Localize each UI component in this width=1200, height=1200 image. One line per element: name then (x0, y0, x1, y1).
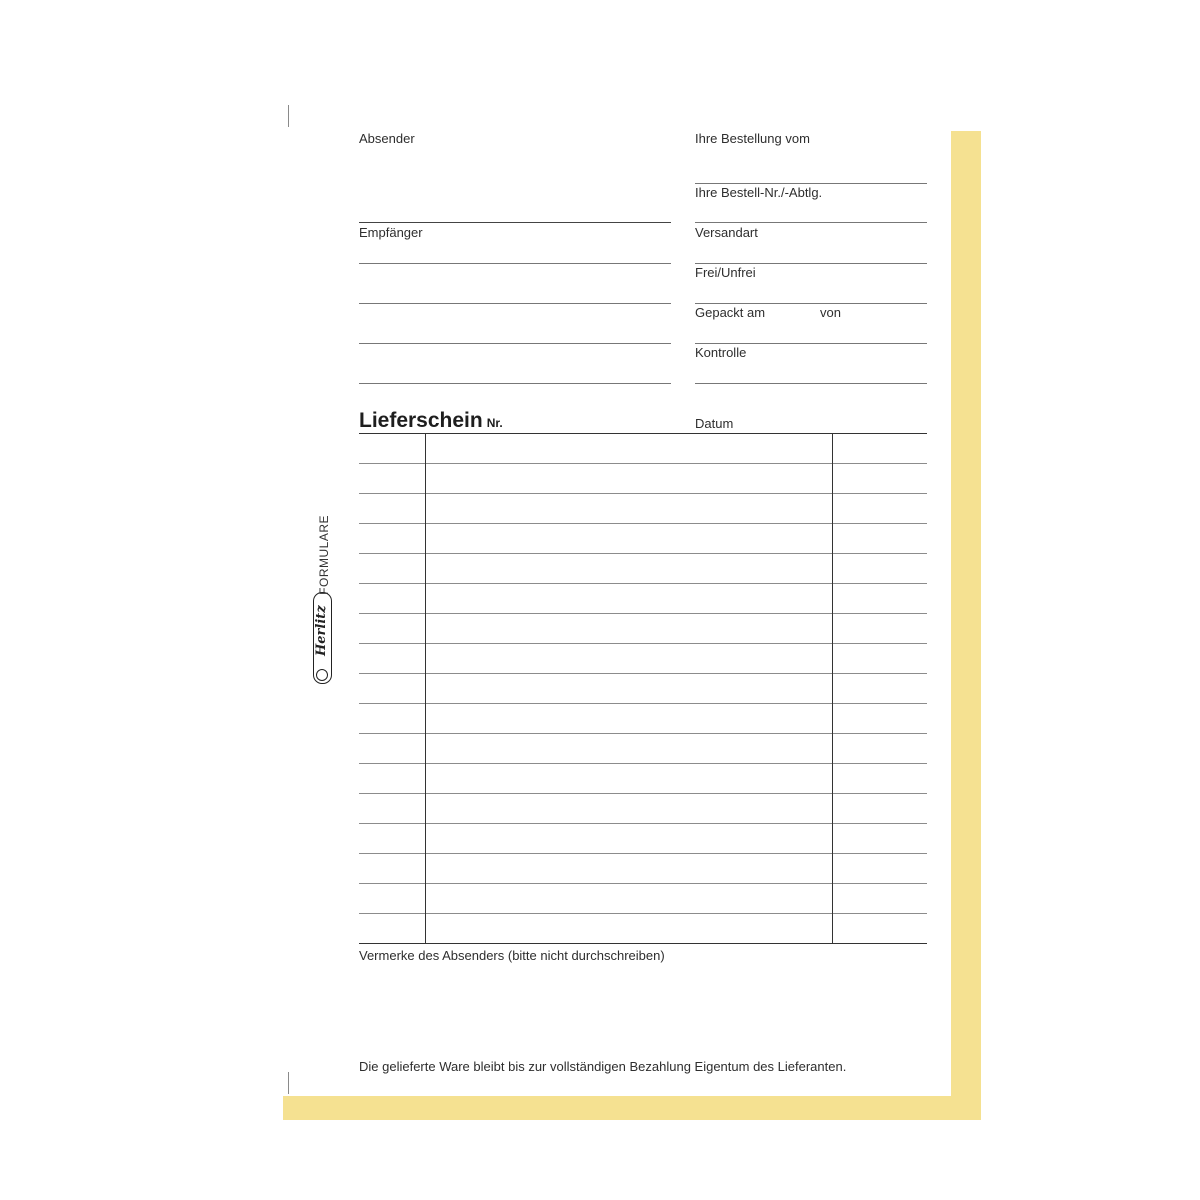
packed-label: Gepackt am (695, 305, 766, 320)
recipient-label: Empfänger (359, 225, 423, 240)
shipping-label: Versandart (695, 225, 758, 240)
recipient-line-4[interactable] (359, 383, 671, 384)
check-line[interactable] (695, 383, 927, 384)
table-row-line[interactable] (359, 823, 927, 824)
table-row-line[interactable] (359, 913, 927, 914)
table-divider-right (832, 433, 833, 944)
table-row-line[interactable] (359, 463, 927, 464)
logo-circle-icon (316, 669, 328, 681)
table-row-line[interactable] (359, 493, 927, 494)
brand-series-label: FORMULARE (317, 515, 331, 595)
order-number-line[interactable] (695, 222, 927, 223)
recipient-line-2[interactable] (359, 303, 671, 304)
shipping-line[interactable] (695, 263, 927, 264)
freight-line[interactable] (695, 303, 927, 304)
table-row-line[interactable] (359, 763, 927, 764)
order-date-line[interactable] (695, 183, 927, 184)
document-title-text: Lieferschein (359, 409, 483, 432)
table-row-line[interactable] (359, 793, 927, 794)
recipient-line-1[interactable] (359, 263, 671, 264)
herlitz-logo (313, 592, 332, 684)
document-number-label: Nr. (486, 416, 503, 430)
table-row-line[interactable] (359, 523, 927, 524)
table-row-line[interactable] (359, 673, 927, 674)
crop-mark-top (288, 105, 289, 127)
ownership-note: Die gelieferte Ware bleibt bis zur vollständigen Bezahlung Eigentum des Lieferanten. (359, 1059, 847, 1074)
crop-mark-bottom (288, 1072, 289, 1094)
table-bottom-border (359, 943, 927, 944)
date-label: Datum (695, 416, 734, 431)
packed-line[interactable] (695, 343, 927, 344)
table-divider-left (425, 433, 426, 944)
check-label: Kontrolle (695, 345, 747, 360)
packed-by-label: von (820, 305, 841, 320)
table-row-line[interactable] (359, 643, 927, 644)
sender-line[interactable] (359, 222, 671, 223)
table-row-line[interactable] (359, 883, 927, 884)
table-row-line[interactable] (359, 853, 927, 854)
order-number-label: Ihre Bestell-Nr./-Abtlg. (695, 185, 823, 200)
table-row-line[interactable] (359, 553, 927, 554)
table-row-line[interactable] (359, 583, 927, 584)
table-top-border (359, 433, 927, 434)
recipient-line-3[interactable] (359, 343, 671, 344)
sender-notes-label: Vermerke des Absenders (bitte nicht durchschreiben) (359, 948, 665, 963)
logo-wordmark: Herlitz (314, 605, 329, 657)
table-row-line[interactable] (359, 613, 927, 614)
table-row-line[interactable] (359, 733, 927, 734)
table-row-line[interactable] (359, 703, 927, 704)
sender-label: Absender (359, 131, 415, 146)
order-date-label: Ihre Bestellung vom (695, 131, 810, 146)
document-title (359, 409, 503, 435)
freight-label: Frei/Unfrei (695, 265, 756, 280)
